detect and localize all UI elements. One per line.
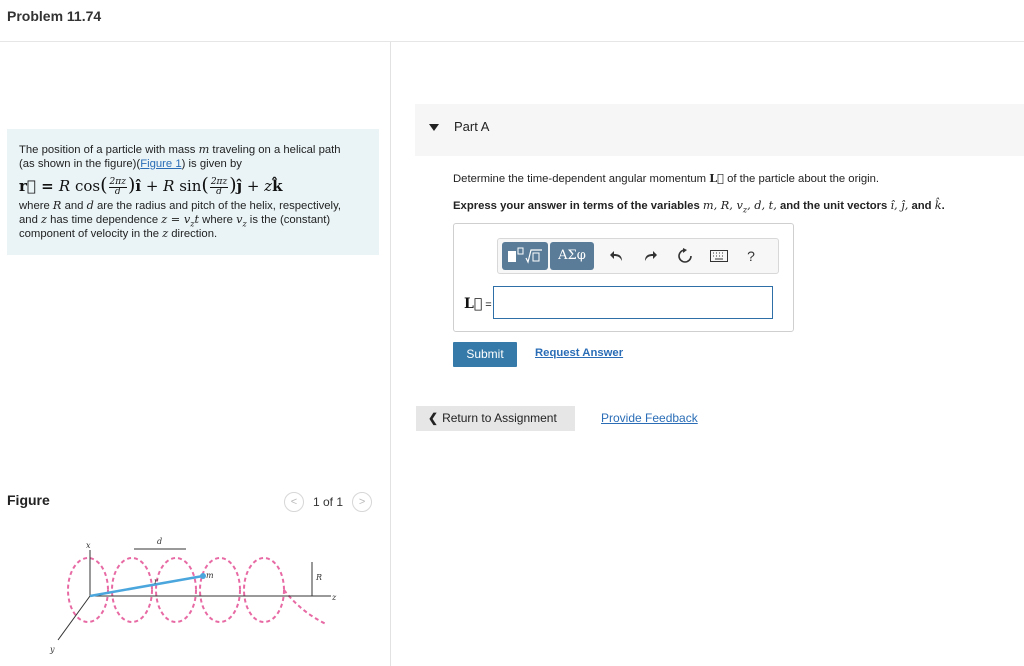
v-var: v bbox=[236, 213, 243, 226]
part-a-header[interactable] bbox=[415, 104, 1024, 156]
problem-text: direction. bbox=[168, 228, 218, 240]
answer-symbol: L⃗ bbox=[464, 296, 483, 312]
eq-fraction bbox=[109, 178, 127, 197]
eq-paren: ( bbox=[201, 174, 209, 196]
eq-plus: + bbox=[141, 177, 164, 195]
eq-paren: ( bbox=[100, 174, 108, 196]
instruction-text: Determine the time-dependent angular momentum bbox=[453, 173, 710, 185]
problem-line-6 bbox=[19, 227, 371, 241]
problem-text: and bbox=[19, 214, 41, 226]
helix-coil bbox=[200, 558, 240, 622]
position-equation bbox=[19, 174, 283, 197]
chevron-right-icon[interactable]: > bbox=[352, 492, 372, 512]
part-a-label: Part A bbox=[454, 119, 490, 134]
problem-text: are the radius and pitch of the helix, respectively, bbox=[93, 200, 342, 212]
eq-paren: ) bbox=[127, 174, 136, 196]
redo-icon[interactable] bbox=[639, 245, 661, 267]
eq-cos: cos bbox=[70, 177, 101, 195]
templates-icon bbox=[502, 242, 548, 270]
problem-line-2 bbox=[19, 157, 371, 171]
helix-coil bbox=[68, 558, 108, 622]
answer-area bbox=[453, 223, 794, 332]
eq-frac-num: 2πz bbox=[109, 176, 126, 187]
problem-text: is the (constant) bbox=[246, 214, 331, 226]
problem-line-4 bbox=[19, 199, 371, 213]
variables: m, R, v bbox=[702, 199, 743, 212]
instruction-1 bbox=[453, 171, 879, 185]
label-r: r bbox=[154, 577, 158, 586]
instruction-text: and bbox=[908, 200, 935, 212]
problem-title: Problem 11.74 bbox=[7, 8, 102, 24]
return-to-assignment-button[interactable] bbox=[416, 406, 575, 431]
figure-label: Figure bbox=[7, 492, 50, 508]
eq-frac-den: d bbox=[216, 186, 222, 197]
angular-momentum-symbol: L⃗ bbox=[709, 171, 724, 185]
problem-text: The position of a particle with mass bbox=[19, 144, 199, 156]
label-d: d bbox=[157, 537, 163, 546]
math-toolbar bbox=[497, 238, 779, 274]
y-axis bbox=[58, 596, 90, 640]
label-x: x bbox=[86, 541, 91, 550]
submit-button[interactable]: Submit bbox=[453, 342, 517, 367]
figure-link[interactable]: Figure 1 bbox=[140, 158, 182, 170]
templates-button[interactable] bbox=[502, 242, 548, 270]
problem-text: where bbox=[19, 200, 53, 212]
answer-input[interactable] bbox=[493, 286, 773, 319]
answer-label bbox=[464, 296, 492, 312]
problem-text: has time dependence bbox=[46, 214, 162, 226]
keyboard-icon[interactable] bbox=[708, 245, 730, 267]
eq-sin: sin bbox=[174, 177, 202, 195]
subscript: z bbox=[190, 219, 195, 229]
problem-text: (as shown in the figure)( bbox=[19, 158, 141, 170]
panel-divider bbox=[390, 42, 391, 666]
pitch-var: d bbox=[86, 199, 94, 212]
t-var: t bbox=[194, 213, 200, 226]
answer-equals: = bbox=[485, 299, 492, 311]
eq-paren: ) bbox=[229, 174, 237, 196]
subscript: z bbox=[242, 219, 247, 229]
instruction-text: and the unit vectors bbox=[776, 200, 891, 212]
helix-coil bbox=[156, 558, 196, 622]
chevron-left-icon: ❮ bbox=[428, 411, 439, 425]
page-indicator: 1 of 1 bbox=[313, 495, 344, 509]
problem-text: component of velocity in the bbox=[19, 228, 163, 240]
helix-figure[interactable] bbox=[46, 532, 376, 658]
eq-k-hat: k̂ bbox=[272, 177, 283, 195]
eq-j-hat: ĵ bbox=[236, 177, 243, 195]
problem-text: and bbox=[61, 200, 87, 212]
unit-vectors: î, ĵ, bbox=[890, 199, 909, 212]
problem-text: ) is given by bbox=[181, 158, 242, 170]
reset-icon[interactable] bbox=[674, 245, 696, 267]
helix-tail bbox=[284, 590, 326, 624]
header-divider bbox=[0, 41, 1024, 42]
helix-coils bbox=[68, 558, 326, 624]
figure-pager bbox=[284, 492, 372, 512]
label-y: y bbox=[50, 645, 55, 654]
instruction-2 bbox=[453, 199, 945, 214]
label-z: z bbox=[332, 593, 337, 602]
label-R: R bbox=[316, 573, 323, 582]
problem-line-1 bbox=[19, 143, 371, 157]
eq-plus-z: + z bbox=[242, 177, 273, 195]
z-equation: z = v bbox=[161, 213, 191, 226]
z-var: z bbox=[162, 227, 169, 240]
problem-text: where bbox=[199, 214, 237, 226]
mass-var: m bbox=[198, 143, 210, 156]
instruction-text: Express your answer in terms of the variables bbox=[453, 200, 703, 212]
radius-var: R bbox=[52, 199, 62, 212]
eq-fraction bbox=[210, 178, 228, 197]
unit-vector-k: k̂ bbox=[934, 199, 942, 212]
eq-lhs: r⃗ = bbox=[19, 177, 59, 195]
collapse-triangle-icon[interactable] bbox=[429, 124, 439, 131]
problem-statement bbox=[7, 129, 379, 255]
problem-text: traveling on a helical path bbox=[209, 144, 341, 156]
undo-icon[interactable] bbox=[606, 245, 628, 267]
eq-R: R bbox=[163, 177, 175, 195]
return-label: Return to Assignment bbox=[442, 411, 557, 425]
subscript: z bbox=[742, 205, 748, 215]
eq-frac-num: 2πz bbox=[210, 176, 228, 187]
eq-frac-den: d bbox=[114, 186, 121, 197]
label-m: m bbox=[206, 571, 214, 580]
eq-R: R bbox=[58, 177, 71, 195]
variables: , d, t, bbox=[747, 199, 777, 212]
instruction-text: of the particle about the origin. bbox=[723, 173, 880, 185]
z-var: z bbox=[41, 213, 47, 226]
request-answer-link[interactable]: Request Answer bbox=[535, 347, 624, 359]
help-button[interactable]: ? bbox=[747, 248, 755, 264]
provide-feedback-link[interactable]: Provide Feedback bbox=[601, 411, 698, 425]
instruction-text: . bbox=[941, 200, 945, 212]
chevron-left-icon[interactable]: < bbox=[284, 492, 304, 512]
greek-symbols-button[interactable]: ΑΣφ bbox=[550, 242, 594, 270]
helix-coil bbox=[244, 558, 284, 622]
eq-i-hat: î bbox=[135, 177, 142, 195]
